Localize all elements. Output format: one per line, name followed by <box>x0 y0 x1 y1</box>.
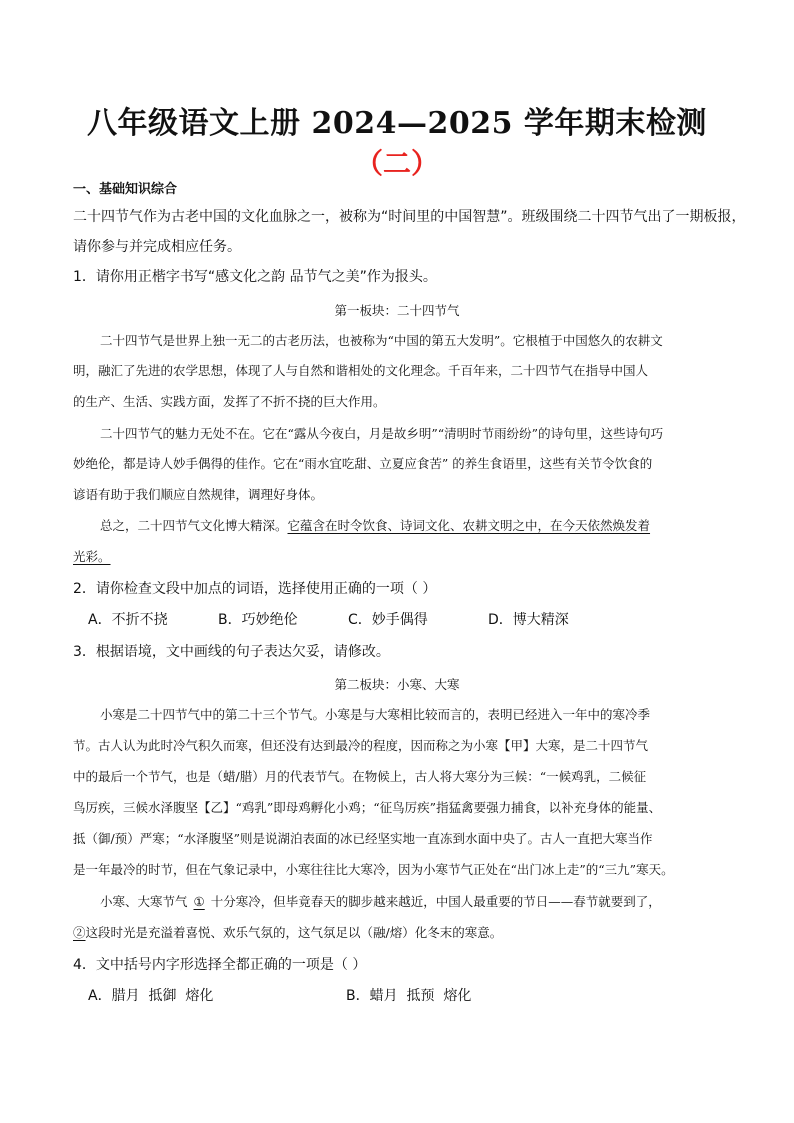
page-subtitle: （二） <box>354 147 439 180</box>
block2-p1-line-2: 节。古人认为此时冷气积久而寒，但还没有达到最冷的程度，因而称之为小寒【甲】大寒，是二十四节气 <box>73 738 649 753</box>
intro-line-2: 请你参与并完成相应任务。 <box>73 239 241 255</box>
blank-1: ① <box>193 894 205 909</box>
block2-p2-text-b: 十分寒冷，但毕竟春天的脚步越来越近，中国人最重要的节日——春节就要到了， <box>210 894 661 909</box>
q2-option-d: D．博大精深 <box>488 612 569 628</box>
block1-p1-line-1: 二十四节气是世界上独一无二的古老历法，也被称为“中国的第五大发明”。它根植于中国悠久的农耕文 <box>100 333 663 348</box>
block2-p2-text-c: 这段时光是充溢着喜悦、欢乐气氛的，这气氛足以（融/熔）化冬末的寒意。 <box>85 925 503 940</box>
block2-p2-line-2 <box>73 923 723 943</box>
block1-p1-line-3: 的生产、生活、实践方面，发挥了不折不挠的巨大作用。 <box>73 394 386 409</box>
q4-option-b: B．蜡月 抵预 熔化 <box>346 988 472 1004</box>
block2-p2-text-a: 小寒、大寒节气 <box>100 894 188 909</box>
underlined-sentence: 它蕴含在时令饮食、诗词文化、农耕文明之中，在今天依然焕发着 <box>287 518 651 533</box>
underlined-sentence-end: 光彩。 <box>73 549 111 564</box>
block2-p1-line-3: 中的最后一个节气，也是（蜡/腊）月的代表节气。在物候上，古人将大寒分为三候：“一候鸡乳，二候征 <box>73 769 647 784</box>
blank-2: ② <box>73 925 86 940</box>
question-3: 3．根据语境，文中画线的句子表达欠妥，请修改。 <box>73 644 390 660</box>
q2-option-a: A．不折不挠 <box>88 612 168 628</box>
block2-p2-line-1 <box>73 892 723 912</box>
block1-p2-line-1: 二十四节气的魅力无处不在。它在“露从今夜白，月是故乡明”“清明时节雨纷纷”的诗句里，这些诗句巧 <box>100 426 664 441</box>
question-4-options <box>88 986 738 1006</box>
question-2-options <box>88 610 738 630</box>
question-1: 1．请你用正楷字书写“感文化之韵 品节气之美”作为报头。 <box>73 269 437 285</box>
block1-p2-line-2: 妙绝伦，都是诗人妙手偶得的佳作。它在“雨水宜吃甜、立夏应食苦” 的养生食语里，这些有关节令饮食的 <box>73 456 653 471</box>
block1-title: 第一板块：二十四节气 <box>334 303 460 318</box>
question-4: 4．文中括号内字形选择全都正确的一项是（ ） <box>73 957 367 973</box>
block2-p1-line-1: 小寒是二十四节气中的第二十三个节气。小寒是与大寒相比较而言的，表明已经进入一年中的寒冷季 <box>100 707 651 722</box>
section-heading: 一、基础知识综合 <box>73 182 178 197</box>
block1-p3-line-2 <box>73 547 723 567</box>
q4-option-a: A．腊月 抵御 熔化 <box>88 988 214 1004</box>
block2-p1-line-4: 鸟厉疾，三候水泽腹坚【乙】“鸡乳”即母鸡孵化小鸡；“征鸟厉疾”指猛禽要强力捕食，以补充身体的能量、 <box>73 800 662 815</box>
block1-p3-line-1 <box>73 516 723 536</box>
question-2: 2．请你检查文段中加点的词语，选择使用正确的一项（ ） <box>73 581 437 597</box>
q2-option-c: C．妙手偶得 <box>348 612 428 628</box>
block2-p1-line-5: 抵（御/预）严寒；“水泽腹坚”则是说湖泊表面的冰已经坚实地一直冻到水面中央了。古人一直把大寒当作 <box>73 831 653 846</box>
intro-line-1: 二十四节气作为古老中国的文化血脉之一，被称为“时间里的中国智慧”。班级围绕二十四节气出了一期板报， <box>73 209 746 225</box>
block1-p2-line-3: 谚语有助于我们顺应自然规律，调理好身体。 <box>73 487 324 502</box>
page-title: 八年级语文上册 2024—2025 学年期末检测 <box>87 106 707 141</box>
block2-title: 第二板块：小寒、大寒 <box>334 677 460 692</box>
q2-option-b: B．巧妙绝伦 <box>218 612 298 628</box>
block1-p1-line-2: 明，融汇了先进的农学思想，体现了人与自然和谐相处的文化理念。千百年来，二十四节气在指导中国人 <box>73 363 649 378</box>
block1-p3-plain: 总之，二十四节气文化博大精深。 <box>100 518 288 533</box>
block2-p1-line-6: 是一年最冷的时节，但在气象记录中，小寒往往比大寒冷，因为小寒节气正处在“出门冰上走”的“三九”寒天。 <box>73 862 674 877</box>
